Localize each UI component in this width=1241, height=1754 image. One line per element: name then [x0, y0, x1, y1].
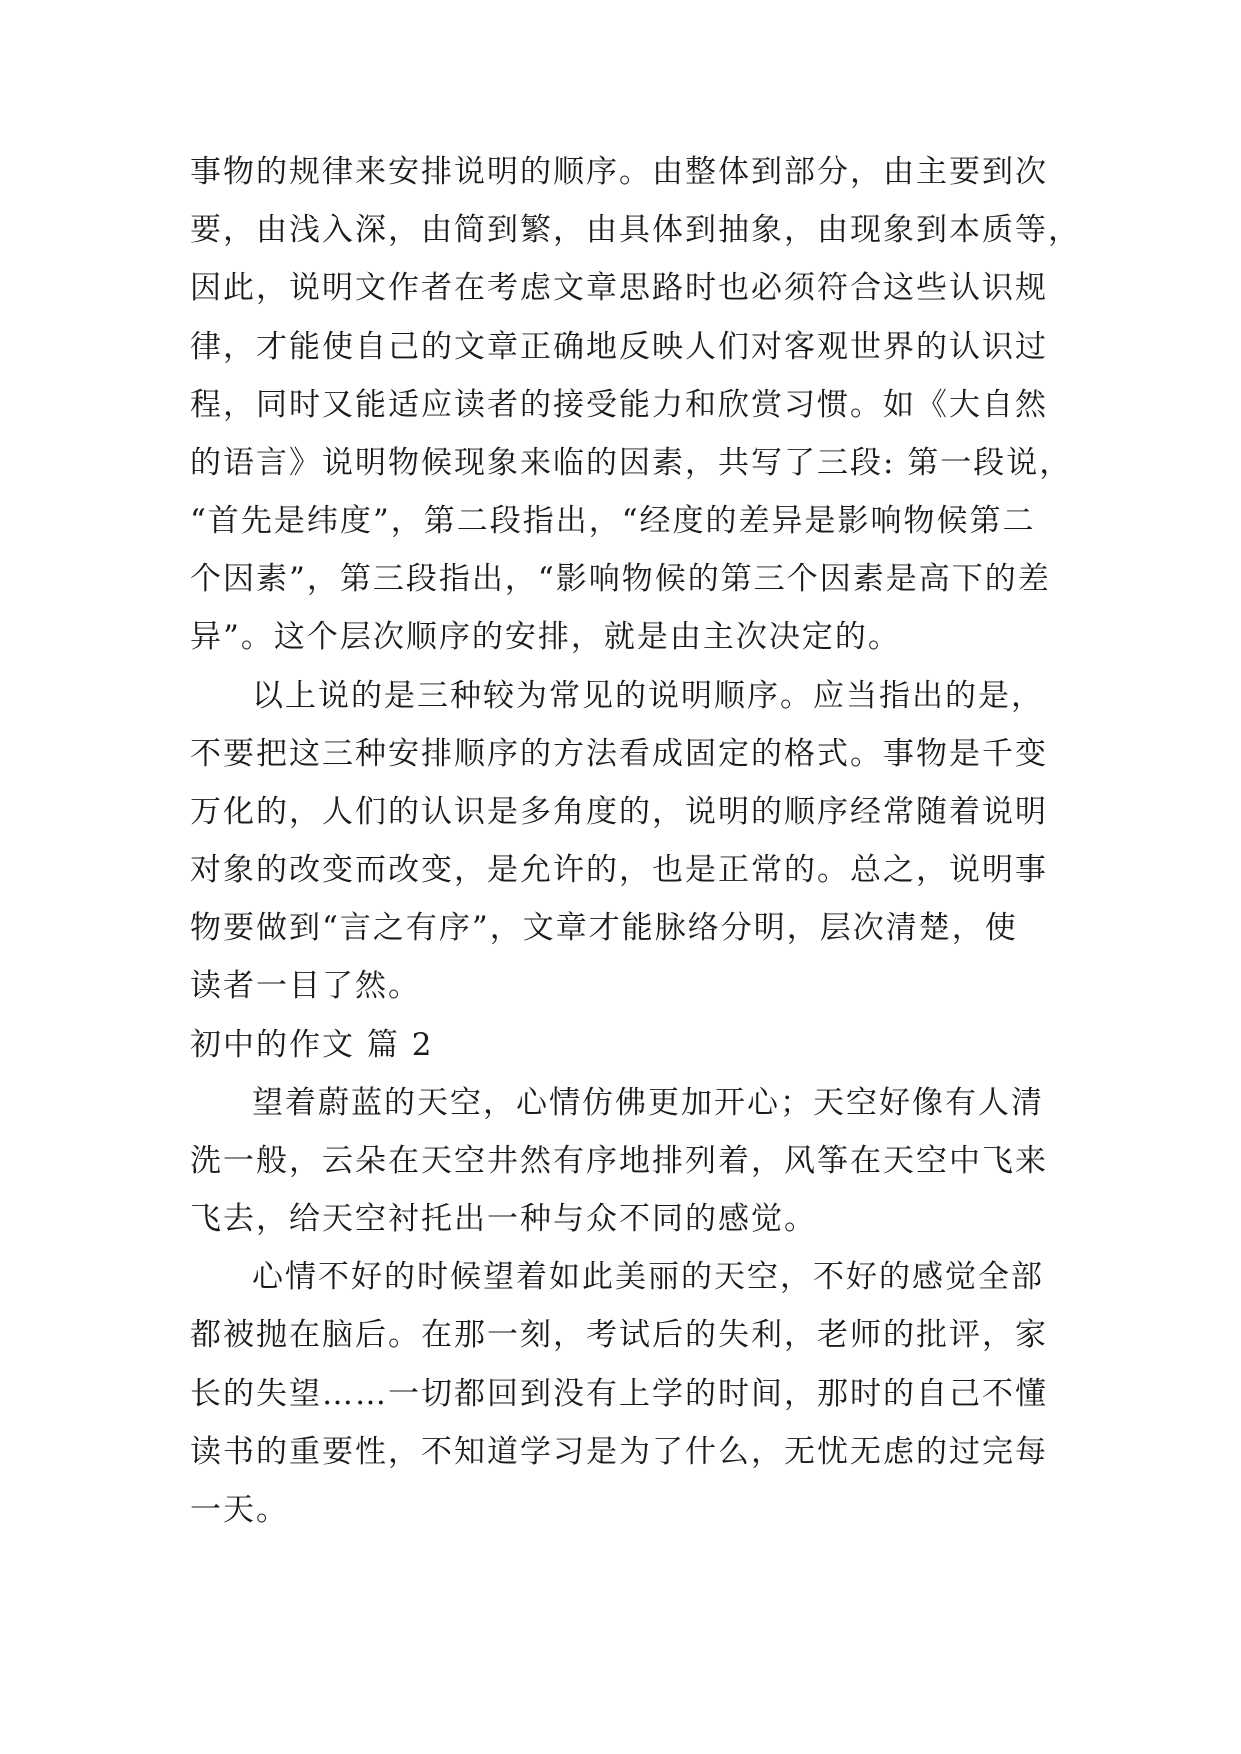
section-heading: 初中的作文 篇 2 [190, 1027, 434, 1063]
text-line: 不要把这三种安排顺序的方法看成固定的格式。事物是千变 [190, 736, 1048, 772]
text-line: 要，由浅入深，由简到繁，由具体到抽象，由现象到本质等， [190, 212, 1081, 248]
text-line: 心情不好的时候望着如此美丽的天空，不好的感觉全部 [252, 1259, 1044, 1295]
text-line: 万化的，人们的认识是多角度的，说明的顺序经常随着说明 [190, 794, 1048, 830]
text-line: 因此，说明文作者在考虑文章思路时也必须符合这些认识规 [190, 270, 1048, 306]
text-line: 飞去，给天空衬托出一种与众不同的感觉。 [190, 1201, 817, 1237]
text-line: 望着蔚蓝的天空，心情仿佛更加开心；天空好像有人清 [252, 1085, 1044, 1121]
text-line: 事物的规律来安排说明的顺序。由整体到部分，由主要到次 [190, 154, 1048, 190]
text-line: 长的失望……一切都回到没有上学的时间，那时的自己不懂 [190, 1376, 1048, 1412]
text-line: 以上说的是三种较为常见的说明顺序。应当指出的是， [252, 678, 1044, 714]
text-line: 的语言》说明物候现象来临的因素，共写了三段: 第一段说， [190, 445, 1073, 481]
text-line: 洗一般，云朵在天空井然有序地排列着，风筝在天空中飞来 [190, 1143, 1048, 1179]
text-line: 异”。这个层次顺序的安排，就是由主次决定的。 [190, 619, 901, 655]
text-line: 读书的重要性，不知道学习是为了什么，无忧无虑的过完每 [190, 1434, 1048, 1470]
text-line: 物要做到“言之有序”，文章才能脉络分明，层次清楚，使 [190, 910, 1018, 946]
text-line: 程，同时又能适应读者的接受能力和欣赏习惯。如《大自然 [190, 387, 1048, 423]
text-line: 读者一目了然。 [190, 968, 421, 1004]
text-line: 对象的改变而改变，是允许的，也是正常的。总之，说明事 [190, 852, 1048, 888]
text-line: 律，才能使自己的文章正确地反映人们对客观世界的认识过 [190, 329, 1048, 365]
text-line: 一天。 [190, 1492, 289, 1528]
text-line: “首先是纬度”，第二段指出，“经度的差异是影响物候第二 [190, 503, 1036, 539]
text-line: 个因素”，第三段指出，“影响物候的第三个因素是高下的差 [190, 561, 1051, 597]
text-line: 都被抛在脑后。在那一刻，考试后的失利，老师的批评，家 [190, 1317, 1048, 1353]
